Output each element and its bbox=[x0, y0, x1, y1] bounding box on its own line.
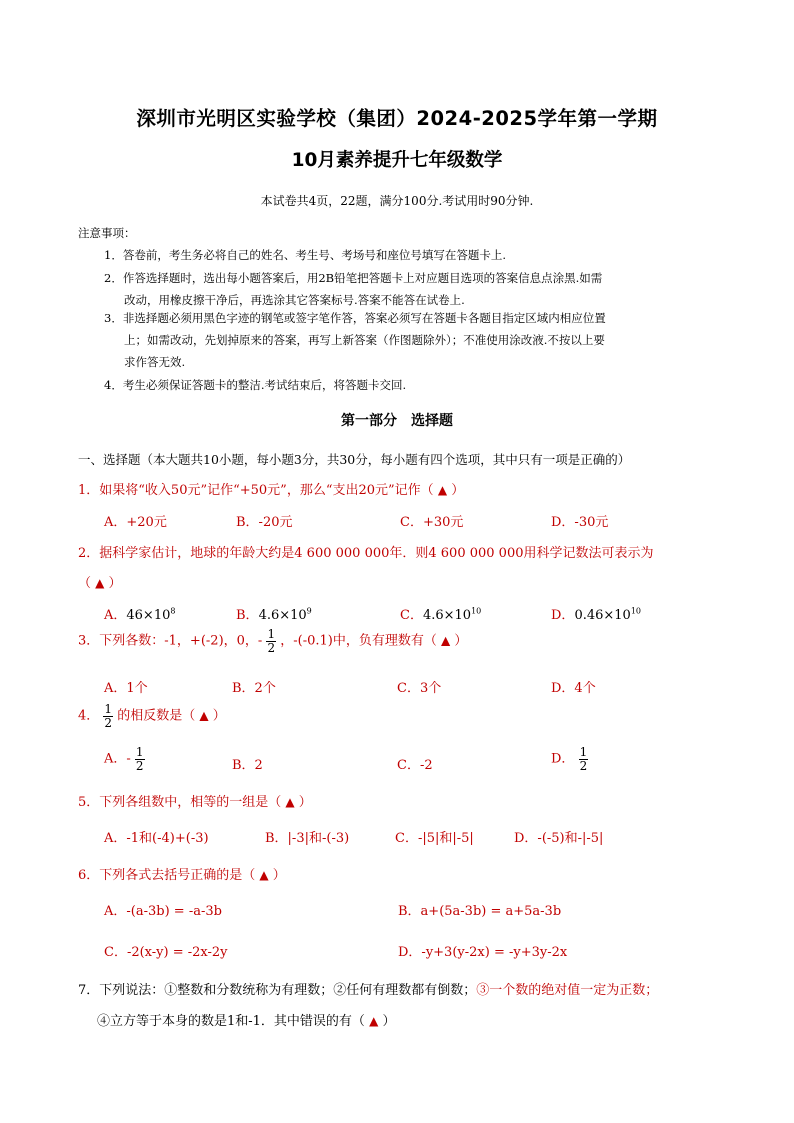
exam-title: 深圳市光明区实验学校（集团）2024-2025学年第一学期 bbox=[136, 107, 658, 130]
note-3-line1: 3．非选择题必须用黑色字迹的钢笔或签字笔作答，答案必须写在答题卡各题目指定区域内相应位置 bbox=[104, 311, 606, 325]
question-5 bbox=[78, 791, 312, 810]
note-2-line2: 改动，用橡皮擦干净后，再选涂其它答案标号.答案不能答在试卷上. bbox=[124, 293, 465, 307]
q5-option-c: C．-|5|和|-5| bbox=[395, 831, 474, 846]
note-3-line3: 求作答无效. bbox=[124, 355, 186, 369]
q3-option-b: B．2个 bbox=[232, 681, 276, 696]
q4-close: ） bbox=[212, 708, 226, 724]
answer-mark-icon: ▲ bbox=[199, 708, 209, 723]
q2-b-base: 4.6×10 bbox=[258, 608, 307, 623]
q2-b-label: B． bbox=[236, 608, 259, 623]
q2-d-base: 0.46×10 bbox=[574, 608, 631, 623]
q2-c-base: 4.6×10 bbox=[422, 608, 472, 623]
q7-line2-text: ④立方等于本身的数是1和-1．其中错误的有（ bbox=[97, 1014, 365, 1029]
q7-stem: 7．下列说法：①整数和分数统称为有理数；②任何有理数都有倒数； bbox=[78, 983, 477, 998]
q5-option-b: B．|-3|和-(-3) bbox=[265, 831, 350, 846]
q2-close: ） bbox=[108, 576, 122, 591]
question-6 bbox=[78, 864, 286, 883]
q2-d-label: D． bbox=[551, 608, 575, 623]
q2-option-a bbox=[104, 604, 175, 623]
question-2: 2．据科学家估计，地球的年龄大约是4 600 000 000年．则4 600 000 000用科学记数法可表示为 bbox=[78, 546, 654, 561]
q2-c-label: C． bbox=[400, 608, 423, 623]
q3-stem-end: ，-(-0.1)中，负有理数有（ bbox=[280, 633, 437, 649]
q2-d-exp: 10 bbox=[630, 606, 642, 616]
q1-close: ） bbox=[451, 483, 465, 498]
answer-mark-icon: ▲ bbox=[259, 868, 269, 882]
q6-option-c: C．-2(x-y) = -2x-2y bbox=[104, 945, 228, 960]
q4-a-fraction: $\frac{1}{2}$ bbox=[135, 745, 144, 773]
q6-option-d: D．-y+3(y-2x) = -y+3y-2x bbox=[398, 945, 568, 960]
q3-stem-start: 3．下列各数：-1，+(-2)，0，- bbox=[78, 633, 263, 649]
q2-option-d bbox=[551, 604, 641, 623]
q1-option-b: B．-20元 bbox=[236, 515, 293, 530]
q5-option-d: D．-(-5)和-|-5| bbox=[514, 831, 604, 846]
q3-fraction: $\frac{1}{2}$ bbox=[267, 627, 276, 655]
q6-option-b: B．a+(5a-3b) = a+5a-3b bbox=[398, 904, 562, 919]
q2-option-b bbox=[236, 604, 312, 623]
answer-mark-icon: ▲ bbox=[437, 483, 448, 497]
q2-a-base: 46×10 bbox=[126, 608, 171, 623]
answer-mark-icon: ▲ bbox=[285, 795, 295, 809]
question-1 bbox=[78, 479, 464, 498]
q7-line2 bbox=[97, 1010, 395, 1029]
note-4: 4．考生必须保证答题卡的整洁.考试结束后，将答题卡交回. bbox=[104, 378, 407, 392]
q1-option-d: D．-30元 bbox=[551, 515, 609, 530]
q2-a-exp: 8 bbox=[170, 606, 176, 616]
q4-option-d bbox=[551, 746, 588, 772]
question-3 bbox=[78, 628, 467, 654]
q3-option-d: D．4个 bbox=[551, 681, 596, 696]
q4-d-fraction: $\frac{1}{2}$ bbox=[579, 745, 588, 773]
q3-option-c: C．3个 bbox=[397, 681, 442, 696]
note-3-line2: 上；如需改动，先划掉原来的答案，再写上新答案（作图题除外）；不准使用涂改液.不按以上要 bbox=[124, 333, 605, 347]
q5-option-a: A．-1和(-4)+(-3) bbox=[104, 831, 209, 846]
q7-stem-red: ③一个数的绝对值一定为正数； bbox=[476, 983, 659, 998]
q1-option-a: A．+20元 bbox=[104, 515, 167, 530]
q4-number: 4． bbox=[78, 708, 100, 724]
q7-close: ） bbox=[382, 1014, 396, 1029]
q4-d-label: D． bbox=[551, 751, 575, 767]
q4-a-label: A．- bbox=[104, 751, 131, 767]
q2-b-exp: 9 bbox=[306, 606, 312, 616]
q4-option-b: B．2 bbox=[232, 758, 263, 773]
q1-stem: 1．如果将“收入50元”记作“+50元”，那么“支出20元”记作（ bbox=[78, 483, 434, 498]
answer-mark-icon: ▲ bbox=[95, 576, 105, 590]
q3-option-a: A．1个 bbox=[104, 681, 148, 696]
q2-a-label: A． bbox=[104, 608, 127, 623]
q4-fraction: $\frac{1}{2}$ bbox=[104, 702, 113, 730]
question-4 bbox=[78, 703, 226, 729]
answer-mark-icon: ▲ bbox=[369, 1014, 379, 1028]
notes-heading: 注意事项： bbox=[78, 226, 136, 240]
note-1: 1．答卷前，考生务必将自己的姓名、考生号、考场号和座位号填写在答题卡上. bbox=[104, 248, 506, 262]
q3-close: ） bbox=[454, 633, 468, 649]
q1-option-c: C．+30元 bbox=[400, 515, 464, 530]
q5-close: ） bbox=[298, 795, 312, 810]
q4-option-c: C．-2 bbox=[397, 758, 433, 773]
question-7 bbox=[78, 979, 658, 998]
note-2-line1: 2．作答选择题时，选出每小题答案后，用2B铅笔把答题卡上对应题目选项的答案信息点涂黑.如需 bbox=[104, 271, 603, 285]
q4-stem: 的相反数是（ bbox=[117, 708, 196, 724]
section1-title: 一、选择题（本大题共10小题，每小题3分，共30分，每小题有四个选项，其中只有一项是正确的） bbox=[78, 452, 631, 467]
q6-close: ） bbox=[272, 868, 286, 883]
q2-answer-line bbox=[78, 572, 122, 591]
exam-subtitle: 10月素养提升七年级数学 bbox=[291, 150, 503, 171]
q6-option-a: A．-(a-3b) = -a-3b bbox=[104, 904, 222, 919]
q6-stem: 6．下列各式去括号正确的是（ bbox=[78, 868, 256, 883]
answer-mark-icon: ▲ bbox=[440, 633, 451, 648]
exam-info: 本试卷共4页，22题，满分100分.考试用时90分钟. bbox=[260, 194, 534, 208]
q2-option-c bbox=[400, 604, 481, 623]
q5-stem: 5．下列各组数中，相等的一组是（ bbox=[78, 795, 282, 810]
q4-option-a bbox=[104, 746, 145, 772]
q2-open: （ bbox=[78, 576, 92, 591]
part1-title: 第一部分 选择题 bbox=[341, 413, 453, 429]
q2-c-exp: 10 bbox=[471, 606, 482, 616]
